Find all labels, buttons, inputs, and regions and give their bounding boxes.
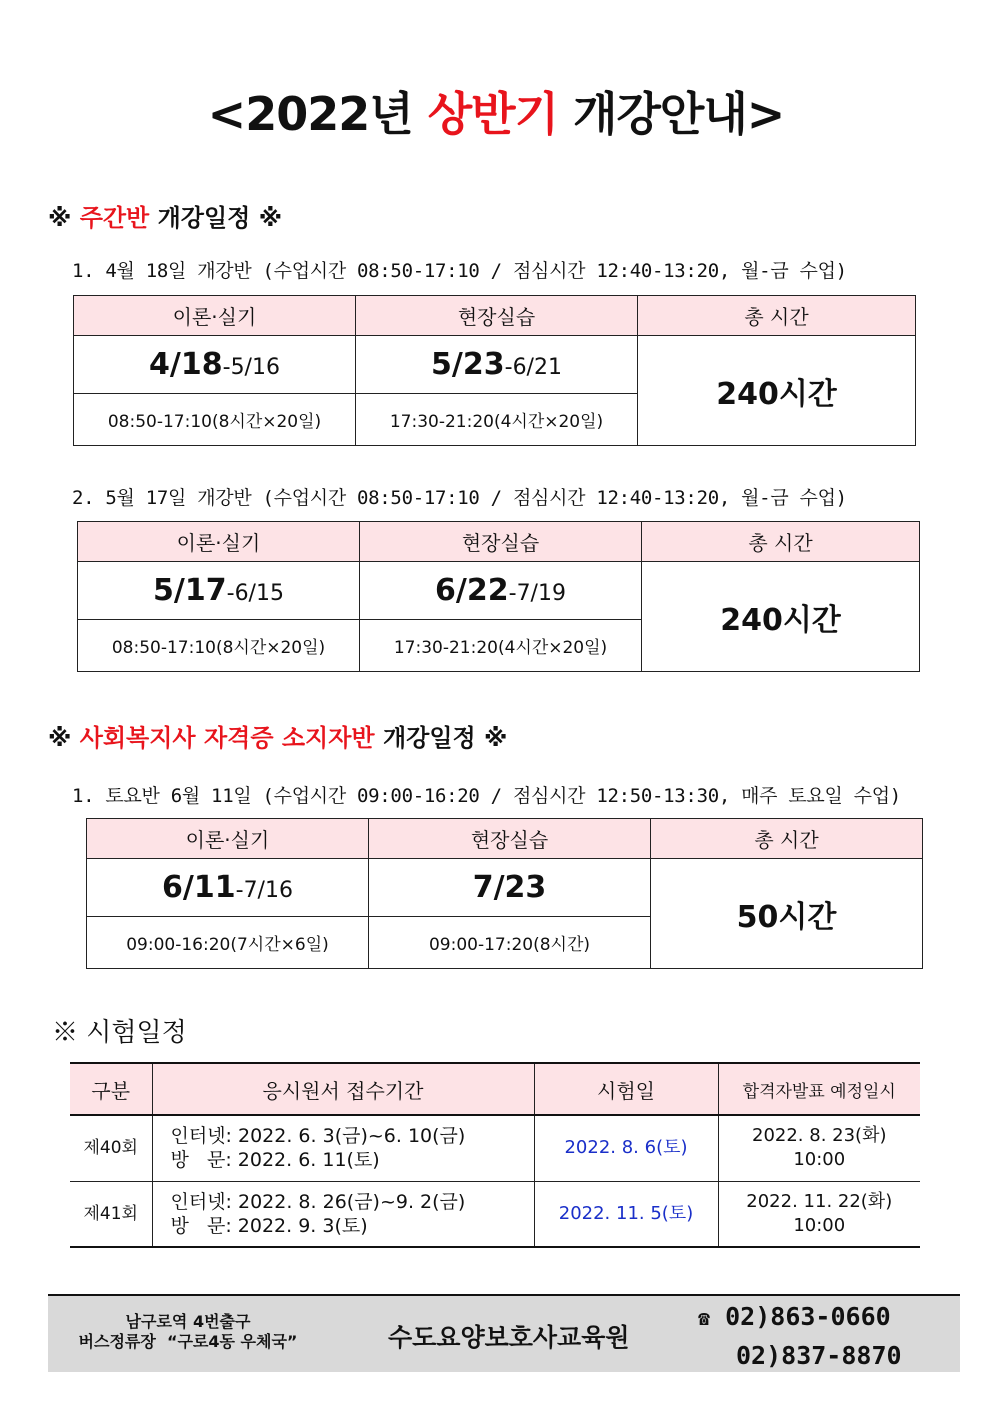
page-title [0, 78, 992, 144]
table-row [70, 1115, 920, 1181]
phone-number-1[interactable]: 02)863-0660 [725, 1302, 891, 1331]
application-period [152, 1181, 534, 1247]
result-date [718, 1181, 920, 1247]
application-visit: 방 문: 2022. 9. 3(토) [170, 1214, 368, 1237]
header-practice: 현장실습 [356, 296, 638, 336]
result-day: 2022. 11. 22(화) [746, 1190, 893, 1212]
theory-period: 5/17-6/15 [78, 562, 360, 620]
practice-period: 7/23 [369, 859, 651, 917]
application-internet: 인터넷: 2022. 8. 26(금)~9. 2(금) [170, 1190, 466, 1213]
class-2-table [77, 521, 920, 672]
application-internet: 인터넷: 2022. 6. 3(금)~6. 10(금) [170, 1125, 466, 1148]
theory-period: 6/11-7/16 [87, 859, 369, 917]
header-total: 총 시간 [651, 819, 923, 859]
phone-icon: ☎ [698, 1306, 711, 1330]
exam-date: 2022. 8. 6(토) [534, 1115, 718, 1181]
practice-hours: 17:30-21:20(4시간×20일) [356, 394, 638, 446]
total-hours: 240시간 [642, 562, 920, 672]
header-exam-date: 시험일 [534, 1063, 718, 1115]
total-hours: 240시간 [638, 336, 916, 446]
theory-hours: 08:50-17:10(8시간×20일) [74, 394, 356, 446]
title-pre: <2022년 [207, 87, 428, 141]
class-3-table [86, 818, 923, 969]
section-rest: 개강일정 ※ [149, 204, 283, 232]
footer-phones [698, 1298, 958, 1375]
title-post: 개강안내> [558, 87, 785, 141]
header-result: 합격자발표 예정일시 [718, 1063, 920, 1115]
phone-number-2[interactable]: 02)837-8870 [736, 1341, 902, 1370]
application-visit: 방 문: 2022. 6. 11(토) [170, 1149, 380, 1172]
theory-period: 4/18-5/16 [74, 336, 356, 394]
practice-period: 6/22-7/19 [360, 562, 642, 620]
header-round: 구분 [70, 1063, 152, 1115]
result-day: 2022. 8. 23(화) [752, 1125, 887, 1147]
total-hours: 50시간 [651, 859, 923, 969]
header-theory: 이론·실기 [74, 296, 356, 336]
class-2-heading: 2. 5월 17일 개강반 (수업시간 08:50-17:10 / 점심시간 12:40-13:20, 월-금 수업) [72, 487, 847, 509]
class-1-heading: 1. 4월 18일 개강반 (수업시간 08:50-17:10 / 점심시간 12:40-13:20, 월-금 수업) [72, 260, 847, 282]
header-application: 응시원서 접수기간 [152, 1063, 534, 1115]
section-highlight: 주간반 [79, 204, 150, 232]
application-period [152, 1115, 534, 1181]
practice-hours: 09:00-17:20(8시간) [369, 917, 651, 969]
footer-bar [48, 1294, 960, 1372]
exam-schedule-heading: ※ 시험일정 [52, 1018, 187, 1048]
exam-schedule-table [70, 1062, 920, 1248]
location-line-1: 남구로역 4번출구 [125, 1312, 251, 1331]
practice-hours: 17:30-21:20(4시간×20일) [360, 620, 642, 672]
header-theory: 이론·실기 [87, 819, 369, 859]
title-highlight: 상반기 [427, 87, 559, 141]
table-row [70, 1181, 920, 1247]
header-total: 총 시간 [642, 522, 920, 562]
social-worker-section-heading [48, 718, 507, 753]
header-total: 총 시간 [638, 296, 916, 336]
header-practice: 현장실습 [369, 819, 651, 859]
theory-hours: 08:50-17:10(8시간×20일) [78, 620, 360, 672]
header-practice: 현장실습 [360, 522, 642, 562]
section-mark: ※ [48, 204, 80, 232]
footer-location [58, 1312, 318, 1352]
header-theory: 이론·실기 [78, 522, 360, 562]
exam-date: 2022. 11. 5(토) [534, 1181, 718, 1247]
section-rest: 개강일정 ※ [374, 724, 508, 752]
location-line-2: 버스정류장 “구로4동 우체국” [78, 1332, 298, 1351]
exam-round: 제41회 [70, 1181, 152, 1247]
class-3-heading: 1. 토요반 6월 11일 (수업시간 09:00-16:20 / 점심시간 12:50-13:30, 매주 토요일 수업) [72, 785, 901, 807]
org-name: 수도요양보호사교육원 [388, 1323, 630, 1352]
theory-hours: 09:00-16:20(7시간×6일) [87, 917, 369, 969]
section-mark: ※ [48, 724, 80, 752]
result-time: 10:00 [793, 1149, 846, 1171]
section-highlight: 사회복지사 자격증 소지자반 [79, 724, 375, 752]
exam-round: 제40회 [70, 1115, 152, 1181]
class-1-table [73, 295, 916, 446]
practice-period: 5/23-6/21 [356, 336, 638, 394]
result-date [718, 1115, 920, 1181]
result-time: 10:00 [793, 1214, 846, 1236]
day-class-section-heading [48, 198, 282, 233]
